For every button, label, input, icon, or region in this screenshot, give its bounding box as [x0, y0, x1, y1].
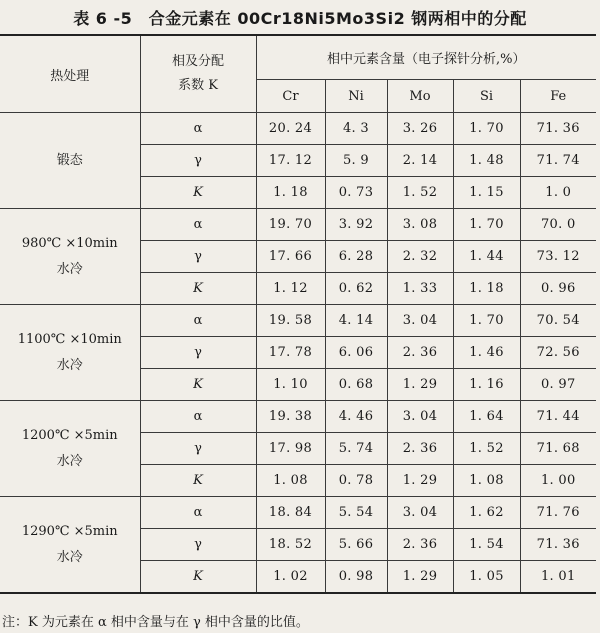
- header-element-ni: Ni: [325, 80, 387, 113]
- value-cell-si: 1. 08: [453, 465, 520, 497]
- value-cell-fe: 0. 97: [520, 369, 596, 401]
- phase-cell: K: [140, 369, 256, 401]
- value-cell-mo: 1. 52: [387, 177, 453, 209]
- distribution-table: [0, 34, 596, 594]
- table-title: 表 6 -5 合金元素在 00Cr18Ni5Mo3Si2 钢两相中的分配: [73, 9, 527, 28]
- value-cell-mo: 2. 14: [387, 145, 453, 177]
- phase-cell: K: [140, 177, 256, 209]
- value-cell-fe: 1. 0: [520, 177, 596, 209]
- value-cell-fe: 1. 01: [520, 561, 596, 594]
- table-row: [0, 305, 596, 337]
- value-cell-mo: 1. 29: [387, 369, 453, 401]
- phase-cell: α: [140, 497, 256, 529]
- header-element-content: 相中元素含量（电子探针分析,%）: [256, 35, 596, 80]
- header-element-si: Si: [453, 80, 520, 113]
- value-cell-cr: 20. 24: [256, 113, 325, 145]
- value-cell-ni: 0. 68: [325, 369, 387, 401]
- value-cell-ni: 4. 46: [325, 401, 387, 433]
- treatment-cell: 1290℃ ×5min 水冷: [0, 497, 140, 594]
- value-cell-fe: 71. 44: [520, 401, 596, 433]
- value-cell-cr: 17. 78: [256, 337, 325, 369]
- value-cell-ni: 0. 98: [325, 561, 387, 594]
- phase-cell: γ: [140, 241, 256, 273]
- phase-cell: γ: [140, 529, 256, 561]
- value-cell-ni: 4. 14: [325, 305, 387, 337]
- header-element-cr: Cr: [256, 80, 325, 113]
- value-cell-mo: 2. 32: [387, 241, 453, 273]
- value-cell-fe: 71. 74: [520, 145, 596, 177]
- phase-cell: γ: [140, 433, 256, 465]
- value-cell-cr: 19. 38: [256, 401, 325, 433]
- value-cell-fe: 70. 0: [520, 209, 596, 241]
- phase-cell: γ: [140, 145, 256, 177]
- value-cell-cr: 1. 02: [256, 561, 325, 594]
- value-cell-si: 1. 64: [453, 401, 520, 433]
- value-cell-cr: 19. 70: [256, 209, 325, 241]
- value-cell-mo: 3. 26: [387, 113, 453, 145]
- treatment-cell: 1200℃ ×5min 水冷: [0, 401, 140, 497]
- value-cell-si: 1. 44: [453, 241, 520, 273]
- value-cell-cr: 1. 08: [256, 465, 325, 497]
- phase-cell: α: [140, 113, 256, 145]
- value-cell-ni: 3. 92: [325, 209, 387, 241]
- value-cell-si: 1. 52: [453, 433, 520, 465]
- value-cell-cr: 18. 52: [256, 529, 325, 561]
- value-cell-ni: 5. 54: [325, 497, 387, 529]
- value-cell-mo: 3. 04: [387, 305, 453, 337]
- phase-cell: α: [140, 209, 256, 241]
- table-row: [0, 497, 596, 529]
- value-cell-fe: 71. 68: [520, 433, 596, 465]
- value-cell-si: 1. 18: [453, 273, 520, 305]
- value-cell-mo: 2. 36: [387, 433, 453, 465]
- treatment-cell: 980℃ ×10min 水冷: [0, 209, 140, 305]
- value-cell-si: 1. 05: [453, 561, 520, 594]
- value-cell-si: 1. 46: [453, 337, 520, 369]
- value-cell-ni: 0. 73: [325, 177, 387, 209]
- value-cell-si: 1. 48: [453, 145, 520, 177]
- value-cell-mo: 2. 36: [387, 529, 453, 561]
- value-cell-mo: 1. 29: [387, 465, 453, 497]
- value-cell-cr: 1. 12: [256, 273, 325, 305]
- value-cell-ni: 5. 9: [325, 145, 387, 177]
- value-cell-fe: 72. 56: [520, 337, 596, 369]
- phase-cell: γ: [140, 337, 256, 369]
- value-cell-fe: 1. 00: [520, 465, 596, 497]
- value-cell-mo: 2. 36: [387, 337, 453, 369]
- table-row: [0, 113, 596, 145]
- table-row: [0, 401, 596, 433]
- value-cell-si: 1. 70: [453, 305, 520, 337]
- value-cell-mo: 1. 29: [387, 561, 453, 594]
- value-cell-cr: 1. 18: [256, 177, 325, 209]
- value-cell-ni: 5. 66: [325, 529, 387, 561]
- value-cell-mo: 3. 04: [387, 497, 453, 529]
- value-cell-cr: 18. 84: [256, 497, 325, 529]
- phase-cell: K: [140, 561, 256, 594]
- value-cell-si: 1. 15: [453, 177, 520, 209]
- treatment-cell: 锻态: [0, 113, 140, 209]
- phase-cell: α: [140, 305, 256, 337]
- value-cell-ni: 6. 28: [325, 241, 387, 273]
- value-cell-fe: 71. 76: [520, 497, 596, 529]
- value-cell-fe: 73. 12: [520, 241, 596, 273]
- phase-cell: α: [140, 401, 256, 433]
- value-cell-fe: 70. 54: [520, 305, 596, 337]
- value-cell-ni: 5. 74: [325, 433, 387, 465]
- value-cell-si: 1. 54: [453, 529, 520, 561]
- value-cell-fe: 71. 36: [520, 529, 596, 561]
- value-cell-cr: 17. 66: [256, 241, 325, 273]
- value-cell-cr: 19. 58: [256, 305, 325, 337]
- value-cell-cr: 1. 10: [256, 369, 325, 401]
- value-cell-fe: 71. 36: [520, 113, 596, 145]
- value-cell-fe: 0. 96: [520, 273, 596, 305]
- phase-cell: K: [140, 273, 256, 305]
- header-element-fe: Fe: [520, 80, 596, 113]
- header-phase-coefficient: 相及分配 系数 K: [140, 35, 256, 113]
- treatment-cell: 1100℃ ×10min 水冷: [0, 305, 140, 401]
- value-cell-ni: 0. 62: [325, 273, 387, 305]
- value-cell-mo: 3. 08: [387, 209, 453, 241]
- value-cell-cr: 17. 98: [256, 433, 325, 465]
- header-element-mo: Mo: [387, 80, 453, 113]
- value-cell-ni: 6. 06: [325, 337, 387, 369]
- value-cell-si: 1. 70: [453, 209, 520, 241]
- value-cell-ni: 4. 3: [325, 113, 387, 145]
- value-cell-si: 1. 16: [453, 369, 520, 401]
- value-cell-cr: 17. 12: [256, 145, 325, 177]
- phase-cell: K: [140, 465, 256, 497]
- table-footnote: 注：K 为元素在 α 相中含量与在 γ 相中含量的比值。: [2, 615, 309, 630]
- value-cell-si: 1. 62: [453, 497, 520, 529]
- header-treatment: 热处理: [0, 35, 140, 113]
- value-cell-mo: 3. 04: [387, 401, 453, 433]
- value-cell-mo: 1. 33: [387, 273, 453, 305]
- table-row: [0, 209, 596, 241]
- value-cell-ni: 0. 78: [325, 465, 387, 497]
- value-cell-si: 1. 70: [453, 113, 520, 145]
